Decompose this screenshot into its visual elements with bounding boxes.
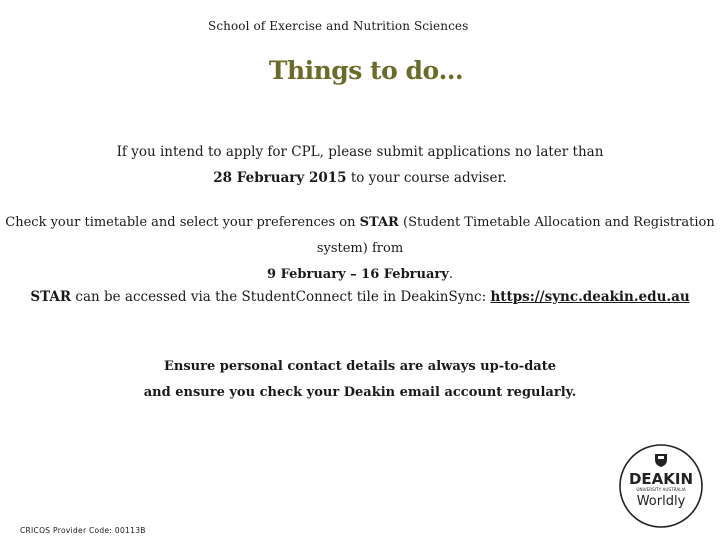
star-term: STAR — [30, 289, 72, 305]
cricos-code: CRICOS Provider Code: 00113B — [20, 526, 146, 535]
star-term: STAR — [359, 215, 399, 230]
timetable-middle: (Student Timetable Allocation and Registration system) from — [316, 215, 715, 256]
deakinsync-link[interactable]: https://sync.deakin.edu.au — [490, 289, 690, 305]
timetable-paragraph — [0, 210, 720, 288]
cpl-paragraph — [0, 139, 720, 191]
timetable-end: . — [448, 267, 453, 282]
school-name: School of Exercise and Nutrition Sciences — [208, 19, 469, 33]
timetable-line-1 — [0, 210, 720, 262]
contact-line-1: Ensure personal contact details are always up-to-date — [164, 359, 556, 374]
page-title: Things to do… — [268, 56, 464, 85]
logo-name: DEAKIN — [628, 470, 694, 488]
crest-icon — [655, 454, 667, 467]
cpl-line-1: If you intend to apply for CPL, please submit applications no later than — [116, 144, 604, 160]
timetable-dates: 9 February – 16 February — [267, 267, 449, 282]
deakin-worldly-logo — [615, 440, 707, 532]
cpl-line-2-rest: to your course adviser. — [346, 170, 507, 186]
logo-tagline: Worldly — [636, 494, 686, 509]
cpl-line-2 — [0, 165, 720, 191]
timetable-start: Check your timetable and select your preferences on — [5, 215, 360, 230]
star-access-text: can be accessed via the StudentConnect tile in DeakinSync: — [71, 289, 491, 305]
cpl-deadline-date: 28 February 2015 — [213, 170, 347, 186]
star-access-paragraph — [0, 284, 720, 310]
contact-reminder — [0, 354, 720, 406]
logo-subtitle: UNIVERSITY AUSTRALIA — [636, 487, 686, 492]
contact-line-2: and ensure you check your Deakin email account regularly. — [143, 385, 577, 400]
logo-graphic — [615, 440, 707, 532]
